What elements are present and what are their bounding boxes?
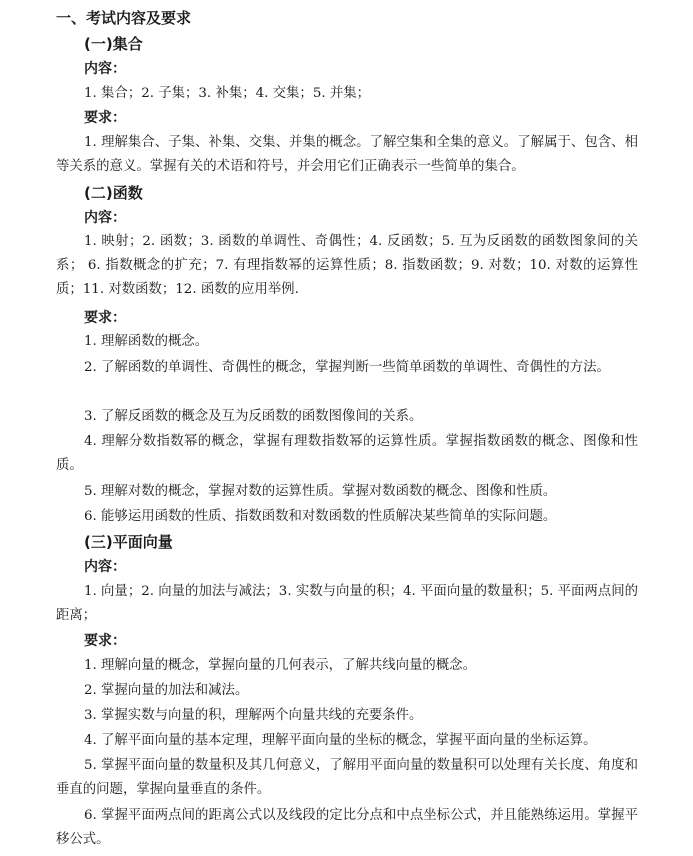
requirement-functions-5: 5. 理解对数的概念，掌握对数的运算性质。掌握对数函数的概念、图像和性质。 [84,484,557,499]
content-label-sets: 内容： [84,61,126,77]
requirement-vectors-6: 6. 掌握平面两点间的距离公式以及线段的定比分点和中点坐标公式，并且能熟练运用。掌握平移公式。 [56,808,638,847]
requirement-functions-6: 6. 能够运用函数的性质、指数函数和对数函数的性质解决某些简单的实际问题。 [84,509,557,524]
section-heading: 一、考试内容及要求 [56,9,192,27]
content-vectors: 1. 向量；2. 向量的加法与减法；3. 实数与向量的积；4. 平面向量的数量积；5. 平面两点间的距离； [56,584,638,623]
subsection-title-sets: (一)集合 [84,35,143,53]
requirements-label-functions: 要求： [84,310,126,326]
requirement-sets-1: 1. 理解集合、子集、补集、交集、并集的概念。了解空集和全集的意义。了解属于、包含、相等关系的意义。掌握有关的术语和符号，并会用它们正确表示一些简单的集合。 [56,135,638,174]
requirement-vectors-2: 2. 掌握向量的加法和减法。 [84,683,249,698]
requirements-label-sets: 要求： [84,110,126,126]
content-label-vectors: 内容： [84,559,126,575]
requirement-vectors-3: 3. 掌握实数与向量的积，理解两个向量共线的充要条件。 [84,708,423,723]
requirement-functions-3: 3. 了解反函数的概念及互为反函数的函数图像间的关系。 [84,409,423,424]
content-functions: 1. 映射；2. 函数；3. 函数的单调性、奇偶性；4. 反函数；5. 互为反函数的函数图象间的关系； 6. 指数概念的扩充；7. 有理指数幂的运算性质；8. 指数函数；9. 对数；10. 对数的运算性质；11. 对数函数；12. 函数的应用举例. [56,234,638,297]
requirement-vectors-5: 5. 掌握平面向量的数量积及其几何意义，了解用平面向量的数量积可以处理有关长度、角度和垂直的问题，掌握向量垂直的条件。 [56,758,638,797]
subsection-title-vectors: (三)平面向量 [84,533,173,551]
content-sets: 1. 集合；2. 子集；3. 补集；4. 交集；5. 并集； [84,86,371,101]
requirement-functions-4: 4. 理解分数指数幂的概念，掌握有理数指数幂的运算性质。掌握指数函数的概念、图像和性质。 [56,434,638,473]
requirement-vectors-1: 1. 理解向量的概念，掌握向量的几何表示，了解共线向量的概念。 [84,658,476,673]
subsection-title-functions: (二)函数 [84,184,143,202]
requirement-functions-2: 2. 了解函数的单调性、奇偶性的概念，掌握判断一些简单函数的单调性、奇偶性的方法。 [84,360,610,375]
requirement-vectors-4: 4. 了解平面向量的基本定理，理解平面向量的坐标的概念，掌握平面向量的坐标运算。 [84,733,597,748]
content-label-functions: 内容： [84,210,126,226]
requirements-label-vectors: 要求： [84,633,126,649]
requirement-functions-1: 1. 理解函数的概念。 [84,334,209,349]
